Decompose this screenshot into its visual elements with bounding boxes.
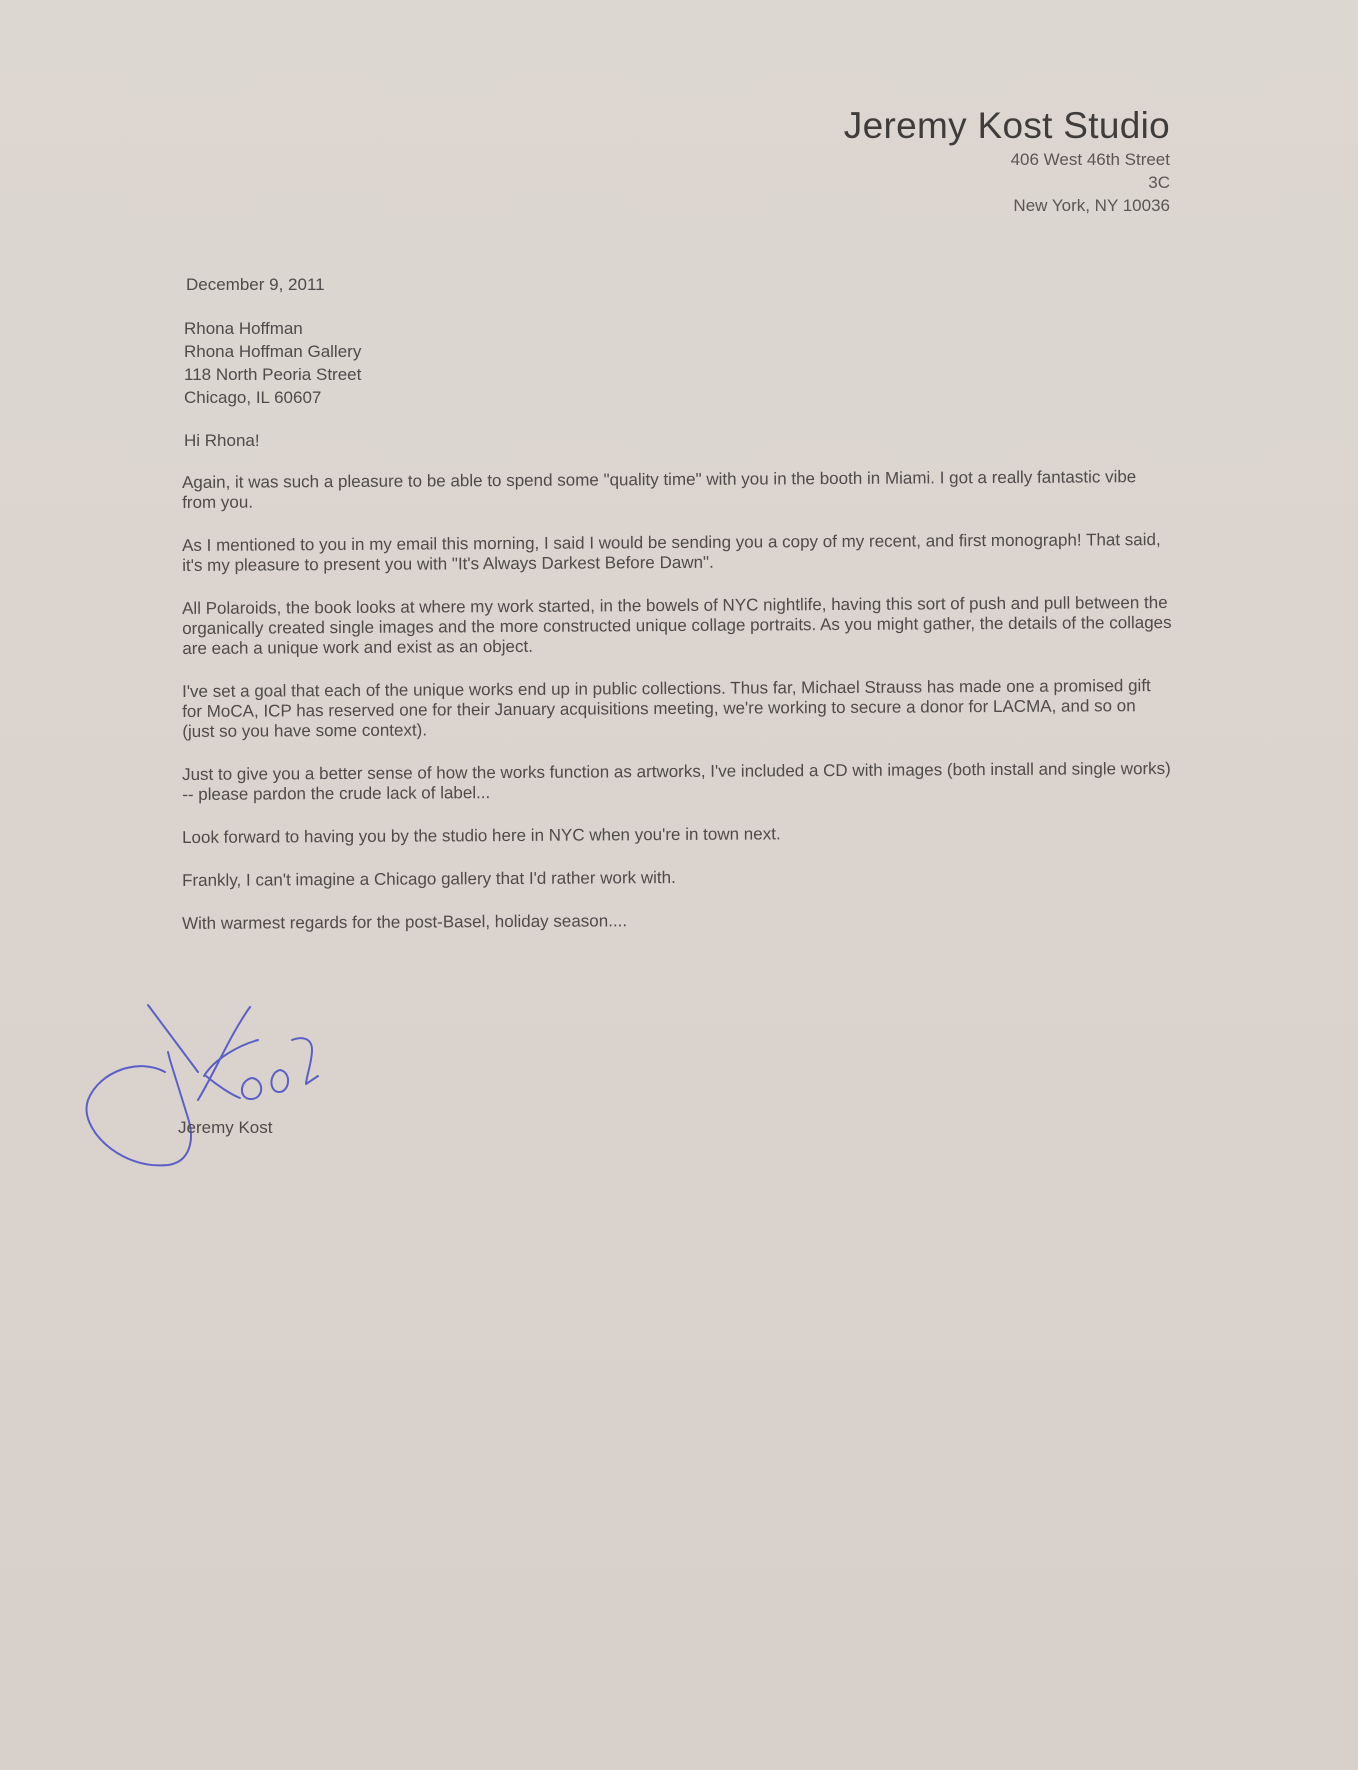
letter-body: [182, 275, 1172, 956]
recipient-street: 118 North Peoria Street: [184, 365, 362, 384]
paragraph-polaroids: All Polaroids, the book looks at where my work started, in the bowels of NYC nightlife, having this sort of push and pull between the organically created single images and the more constructed unique collage portraits. As you might gather, the details of the collages are each a unique work and exist as an object.: [182, 592, 1172, 658]
paragraph-collections: I've set a goal that each of the unique works end up in public collections. Thus far, Michael Strauss has made one a promised gift for MoCA, ICP has reserved one for their January acquisitions meeting, we're working to secure a donor for LACMA, and so on (just so you have some context).: [182, 676, 1151, 741]
studio-address-city: New York, NY 10036: [1013, 196, 1170, 215]
closing-line: With warmest regards for the post-Basel, holiday season....: [182, 911, 628, 933]
greeting: Hi Rhona!: [184, 431, 260, 450]
paragraph-pleasure: Again, it was such a pleasure to be able to spend some "quality time" with you in the booth in Miami. I got a really fantastic vibe from you.: [182, 467, 1137, 512]
paragraph-gallery: Frankly, I can't imagine a Chicago gallery that I'd rather work with.: [182, 867, 676, 890]
signature-area: [80, 1000, 380, 1180]
signer-name: Jeremy Kost: [178, 1118, 273, 1137]
paragraph-visit: Look forward to having you by the studio here in NYC when you're in town next.: [182, 824, 781, 847]
paragraph-monograph: As I mentioned to you in my email this morning, I said I would be sending you a copy of my recent, and first monograph! That said, it's my pleasure to present you with "It's Always Darkest Before Dawn".: [182, 530, 1161, 575]
letterhead: [844, 104, 1170, 217]
letter-date: December 9, 2011: [186, 275, 325, 294]
paragraph-cd: Just to give you a better sense of how the works function as artworks, I've included a CD with images (both install and single works) -- please pardon the crude lack of label...: [182, 758, 1171, 804]
studio-address-unit: 3C: [1148, 173, 1170, 192]
handwritten-signature: [80, 1000, 380, 1180]
studio-address-street: 406 West 46th Street: [1010, 150, 1170, 169]
recipient-organization: Rhona Hoffman Gallery: [184, 342, 362, 361]
studio-name: Jeremy Kost Studio: [843, 105, 1170, 146]
recipient-name: Rhona Hoffman: [184, 319, 303, 338]
recipient-city: Chicago, IL 60607: [184, 388, 322, 407]
recipient-address: [184, 317, 1172, 409]
